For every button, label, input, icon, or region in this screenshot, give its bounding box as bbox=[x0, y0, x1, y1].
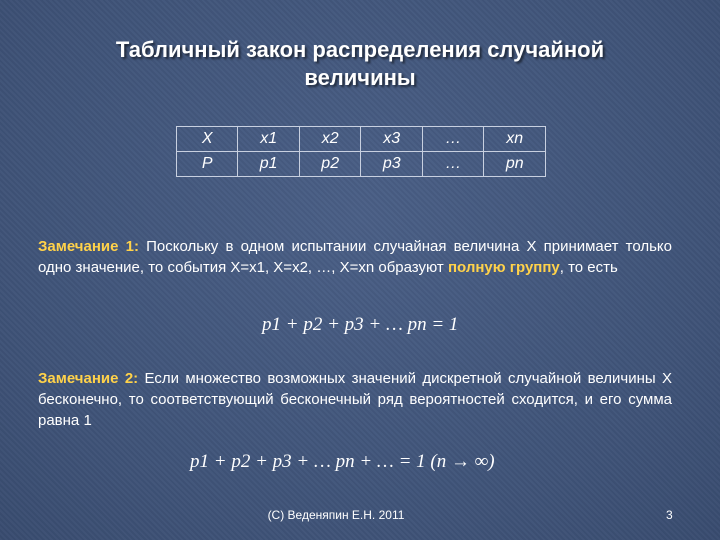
table-cell: xn bbox=[484, 127, 546, 152]
table-cell: x2 bbox=[299, 127, 361, 152]
distribution-table bbox=[176, 126, 546, 177]
note-1-emphasis: полную группу bbox=[447, 259, 560, 276]
table-cell: P bbox=[177, 152, 238, 177]
table-cell: p2 bbox=[299, 152, 361, 177]
table-cell: p3 bbox=[361, 152, 423, 177]
formula-sum-infinite: p1 + p2 + p3 + … pn + … = 1 (n → ∞) bbox=[190, 451, 495, 472]
table-cell: … bbox=[422, 127, 483, 152]
table-cell: p1 bbox=[238, 152, 300, 177]
footer-copyright: (С) Веденяпин Е.Н. 2011 bbox=[267, 508, 405, 522]
table-cell: pn bbox=[484, 152, 546, 177]
table-row bbox=[177, 127, 546, 152]
slide-title: Табличный закон распределения случайной величины bbox=[115, 37, 605, 90]
table-cell: X bbox=[177, 127, 238, 152]
table-cell: x3 bbox=[361, 127, 423, 152]
note-2-text: Если множество возможных значений дискретной случайной величины X бесконечно, то соответствующий бесконечный ряд вероятностей сходится, и его сумма равна 1 bbox=[38, 370, 672, 429]
note-1 bbox=[38, 236, 672, 278]
note-2 bbox=[38, 368, 672, 431]
note-1-text-end: , то есть bbox=[559, 259, 618, 276]
note-1-text: Поскольку в одном испытании случайная величина X принимает только одно значение, то события X=x1, X=x2, …, X=xn образуют bbox=[38, 238, 672, 276]
note-2-label: Замечание 2: bbox=[38, 370, 139, 387]
table-cell: x1 bbox=[238, 127, 300, 152]
page-number: 3 bbox=[666, 508, 673, 522]
formula-sum-finite: p1 + p2 + p3 + … pn = 1 bbox=[262, 314, 459, 335]
note-1-label: Замечание 1: bbox=[38, 238, 139, 255]
table-cell: … bbox=[422, 152, 483, 177]
table-row bbox=[177, 152, 546, 177]
